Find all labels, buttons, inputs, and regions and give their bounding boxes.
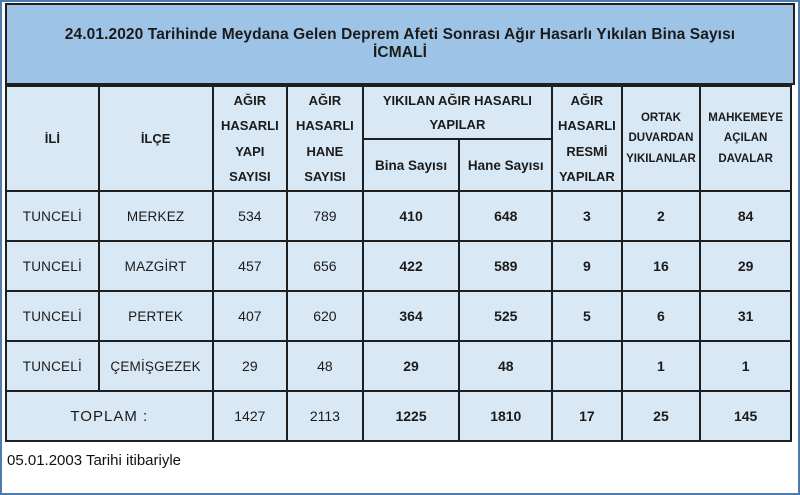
cell-ili: TUNCELİ [6, 291, 99, 341]
col-header-hane-sayisi: Hane Sayısı [459, 139, 552, 191]
cell-dava: 84 [700, 191, 791, 241]
table-row-merkez [6, 191, 791, 241]
cell-yapi-sayisi: 534 [213, 191, 288, 241]
col-header-yikilan-group: YIKILAN AĞIR HASARLI YAPILAR [363, 86, 552, 139]
cell-ilce: MAZGİRT [99, 241, 213, 291]
cell-ilce: PERTEK [99, 291, 213, 341]
cell-ortak: 16 [622, 241, 701, 291]
cell-hane-sayisi: 620 [287, 291, 363, 341]
cell-resmi: 5 [552, 291, 622, 341]
cell-yapi-sayisi: 407 [213, 291, 288, 341]
col-header-agir-hasarli-hane: AĞIR HASARLI HANE SAYISI [287, 86, 363, 191]
col-header-resmi-yapilar: AĞIR HASARLI RESMİ YAPILAR [552, 86, 622, 191]
cell-ortak: 1 [622, 341, 701, 391]
cell-hane-sayisi: 656 [287, 241, 363, 291]
cell-ili: TUNCELİ [6, 341, 99, 391]
cell-ortak: 2 [622, 191, 701, 241]
cell-resmi: 9 [552, 241, 622, 291]
table-row-total [6, 391, 791, 441]
total-resmi: 17 [552, 391, 622, 441]
cell-yikilan-hane: 525 [459, 291, 552, 341]
total-yikilan-bina: 1225 [363, 391, 460, 441]
table-row-cemisgezek [6, 341, 791, 391]
cell-yikilan-hane: 589 [459, 241, 552, 291]
cell-ili: TUNCELİ [6, 241, 99, 291]
damage-summary-table [5, 85, 792, 442]
col-header-agir-hasarli-yapi: AĞIR HASARLI YAPI SAYISI [213, 86, 288, 191]
total-hane-sayisi: 2113 [287, 391, 363, 441]
cell-yikilan-bina: 364 [363, 291, 460, 341]
cell-yikilan-bina: 29 [363, 341, 460, 391]
cell-ilce: ÇEMİŞGEZEK [99, 341, 213, 391]
footer-note: 05.01.2003 Tarihi itibariyle [2, 442, 798, 478]
col-header-bina-sayisi: Bina Sayısı [363, 139, 460, 191]
cell-yikilan-bina: 422 [363, 241, 460, 291]
total-dava: 145 [700, 391, 791, 441]
total-ortak: 25 [622, 391, 701, 441]
table-row-mazgirt [6, 241, 791, 291]
total-yapi-sayisi: 1427 [213, 391, 288, 441]
cell-hane-sayisi: 789 [287, 191, 363, 241]
cell-hane-sayisi: 48 [287, 341, 363, 391]
col-header-ortak-duvardan: ORTAK DUVARDAN YIKILANLAR [622, 86, 701, 191]
report-title: 24.01.2020 Tarihinde Meydana Gelen Deprem Afeti Sonrası Ağır Hasarlı Yıkılan Bina Sayısı İCMALİ [64, 26, 736, 61]
col-header-ili: İLİ [6, 86, 99, 191]
cell-yapi-sayisi: 457 [213, 241, 288, 291]
col-header-mahkemeye: MAHKEMEYE AÇILAN DAVALAR [700, 86, 791, 191]
cell-dava: 31 [700, 291, 791, 341]
col-header-ilce: İLÇE [99, 86, 213, 191]
total-yikilan-hane: 1810 [459, 391, 552, 441]
cell-yikilan-hane: 48 [459, 341, 552, 391]
cell-yapi-sayisi: 29 [213, 341, 288, 391]
cell-ili: TUNCELİ [6, 191, 99, 241]
cell-dava: 29 [700, 241, 791, 291]
cell-resmi [552, 341, 622, 391]
cell-yikilan-hane: 648 [459, 191, 552, 241]
cell-resmi: 3 [552, 191, 622, 241]
cell-yikilan-bina: 410 [363, 191, 460, 241]
total-label: TOPLAM : [6, 391, 213, 441]
cell-dava: 1 [700, 341, 791, 391]
table-row-pertek [6, 291, 791, 341]
report-title-bar [5, 3, 795, 85]
cell-ilce: MERKEZ [99, 191, 213, 241]
cell-ortak: 6 [622, 291, 701, 341]
